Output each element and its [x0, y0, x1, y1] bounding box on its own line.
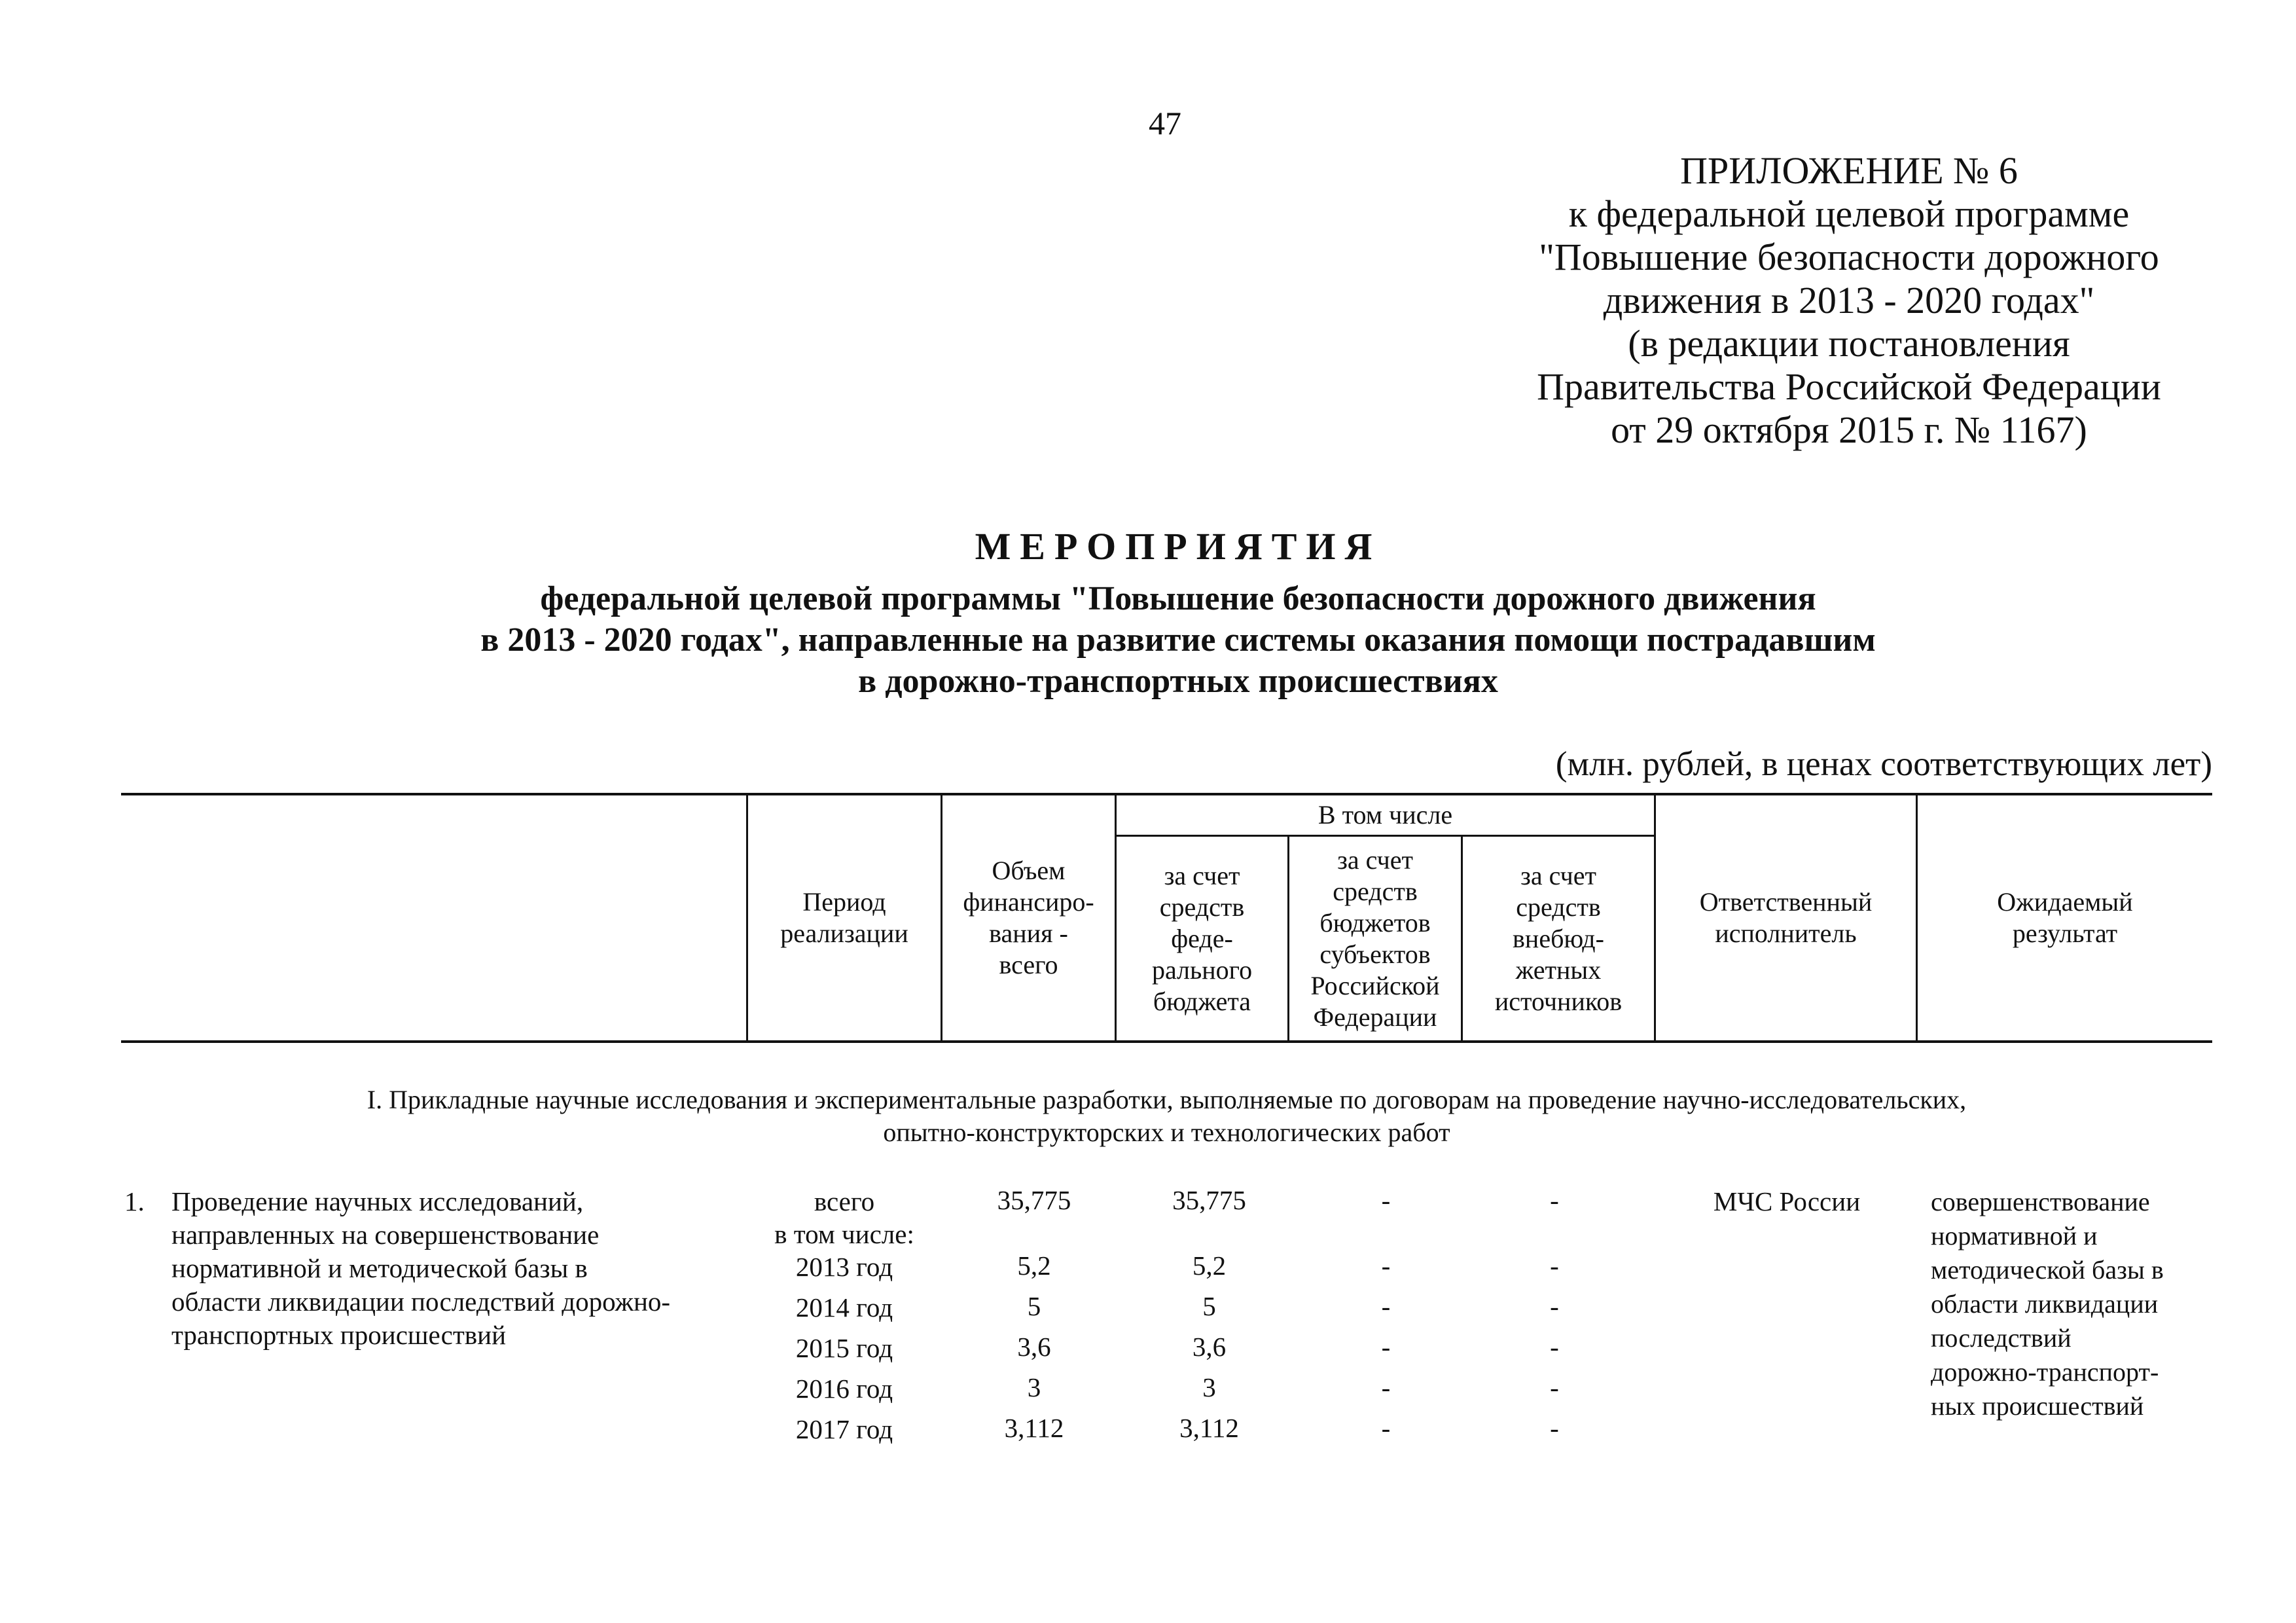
- appendix-line: к федеральной целевой программе: [1568, 192, 2130, 235]
- regional-cell: -: [1381, 1250, 1391, 1281]
- header-text: за счет: [1520, 860, 1596, 890]
- header-text: исполнитель: [1715, 919, 1857, 948]
- appendix-line: движения в 2013 - 2020 годах": [1603, 279, 2095, 321]
- header-text: внебюд-: [1513, 923, 1604, 953]
- appendix-line: ПРИЛОЖЕНИЕ № 6: [1680, 149, 2018, 192]
- subtitle-line: в дорожно-транспортных происшествиях: [858, 663, 1498, 700]
- event-name-line: Проведение научных исследований,: [171, 1186, 584, 1216]
- header-text: феде-: [1171, 923, 1233, 953]
- header-text: средств: [1516, 892, 1601, 922]
- header-including: В том числе: [1318, 800, 1453, 830]
- appendix-line: "Повышение безопасности дорожного: [1539, 236, 2159, 278]
- header-result: [1918, 795, 2212, 1040]
- federal-cell: 3,6: [1192, 1332, 1227, 1362]
- extra-cell: -: [1550, 1372, 1559, 1402]
- regional-cell: -: [1381, 1332, 1391, 1362]
- header-text: Объем: [992, 856, 1066, 885]
- result-line: нормативной и: [1931, 1221, 2098, 1250]
- appendix-block: [1479, 149, 2219, 452]
- appendix-line: (в редакции постановления: [1628, 322, 2070, 365]
- period-cell: всего: [814, 1186, 875, 1216]
- subtitle-line: в 2013 - 2020 годах", направленные на развитие системы оказания помощи пострадавшим: [480, 621, 1876, 659]
- header-text: за счет: [1337, 845, 1413, 875]
- federal-cell: 35,775: [1172, 1185, 1246, 1215]
- appendix-line: Правительства Российской Федерации: [1537, 365, 2161, 408]
- units-note: (млн. рублей, в ценах соответствующих лет): [1555, 745, 2212, 783]
- row-number: 1.: [124, 1186, 145, 1216]
- header-text: средств: [1159, 892, 1245, 922]
- event-name: [171, 1185, 747, 1352]
- table-header-bottom-rule: [121, 1040, 2212, 1043]
- total-cell: 35,775: [997, 1185, 1071, 1215]
- header-text: бюджетов: [1319, 907, 1431, 938]
- total-cell: 3,6: [1017, 1332, 1051, 1362]
- header-text: субъектов: [1319, 939, 1431, 969]
- event-name-line: направленных на совершенствование: [171, 1220, 600, 1250]
- section-title: [121, 1084, 2212, 1149]
- header-text: реализации: [780, 919, 908, 948]
- regional-cell: -: [1381, 1291, 1391, 1321]
- federal-cell: 3,112: [1179, 1413, 1239, 1443]
- result-line: совершенствование: [1931, 1187, 2150, 1216]
- extra-cell: -: [1550, 1185, 1559, 1215]
- period-cell: 2013 год: [795, 1252, 893, 1282]
- regional-cell: -: [1381, 1372, 1391, 1402]
- result-line: методической базы в: [1931, 1255, 2164, 1285]
- header-total: [942, 795, 1115, 1040]
- period-cell: 2016 год: [795, 1374, 893, 1404]
- period-cell: 2014 год: [795, 1292, 893, 1322]
- result-line: дорожно-транспорт-: [1931, 1357, 2159, 1387]
- executor-cell: МЧС России: [1713, 1186, 1861, 1216]
- header-executor: [1656, 795, 1916, 1040]
- header-extra: [1463, 837, 1654, 1040]
- federal-cell: 3: [1202, 1372, 1216, 1402]
- subtitle-line: федеральной целевой программы "Повышение безопасности дорожного движения: [540, 580, 1816, 617]
- header-text: бюджета: [1153, 986, 1251, 1016]
- header-text: жетных: [1515, 955, 1602, 985]
- period-cell: 2015 год: [795, 1333, 893, 1363]
- header-text: результат: [2012, 919, 2118, 948]
- header-text: вания -: [989, 919, 1068, 948]
- result-line: ных происшествий: [1931, 1391, 2144, 1421]
- extra-cell: -: [1550, 1250, 1559, 1281]
- result-line: области ликвидации: [1931, 1289, 2159, 1319]
- header-text: за счет: [1164, 860, 1240, 890]
- event-name-line: нормативной и методической базы в: [171, 1253, 588, 1283]
- total-cell: 5: [1027, 1291, 1041, 1321]
- result-line: последствий: [1931, 1323, 2072, 1353]
- period-cell: 2017 год: [795, 1414, 893, 1444]
- header-regional: [1289, 837, 1461, 1040]
- header-text: Ответственный: [1699, 887, 1873, 917]
- header-text: источников: [1494, 986, 1623, 1016]
- header-text: Российской: [1310, 970, 1440, 1000]
- document-subtitle: [295, 578, 2062, 702]
- header-text: средств: [1333, 876, 1418, 906]
- including-label: в том числе:: [774, 1219, 914, 1249]
- federal-cell: 5: [1202, 1291, 1216, 1321]
- header-text: рального: [1151, 955, 1253, 985]
- header-period: [748, 795, 941, 1040]
- result-cell: [1931, 1185, 2206, 1423]
- section-title-line: I. Прикладные научные исследования и экспериментальные разработки, выполняемые по договорам на проведение научно-исследовательских,: [367, 1085, 1967, 1114]
- header-federal: [1117, 837, 1287, 1040]
- page-number: 47: [1149, 105, 1181, 141]
- extra-cell: -: [1550, 1332, 1559, 1362]
- event-name-line: транспортных происшествий: [171, 1320, 507, 1350]
- appendix-line: от 29 октября 2015 г. № 1167): [1611, 409, 2087, 451]
- section-title-line: опытно-конструкторских и технологических работ: [883, 1118, 1450, 1147]
- total-cell: 3: [1027, 1372, 1041, 1402]
- extra-cell: -: [1550, 1413, 1559, 1443]
- total-cell: 3,112: [1004, 1413, 1064, 1443]
- header-text: Федерации: [1313, 1002, 1437, 1032]
- header-text: всего: [999, 950, 1058, 979]
- header-text: Период: [802, 887, 886, 917]
- regional-cell: -: [1381, 1185, 1391, 1215]
- event-name-line: области ликвидации последствий дорожно-: [171, 1286, 671, 1317]
- federal-cell: 5,2: [1192, 1250, 1227, 1281]
- header-text: финансиро-: [963, 887, 1094, 917]
- total-cell: 5,2: [1017, 1250, 1051, 1281]
- header-text: Ожидаемый: [1997, 887, 2133, 917]
- extra-cell: -: [1550, 1291, 1559, 1321]
- regional-cell: -: [1381, 1413, 1391, 1443]
- document-title: МЕРОПРИЯТИЯ: [975, 525, 1382, 568]
